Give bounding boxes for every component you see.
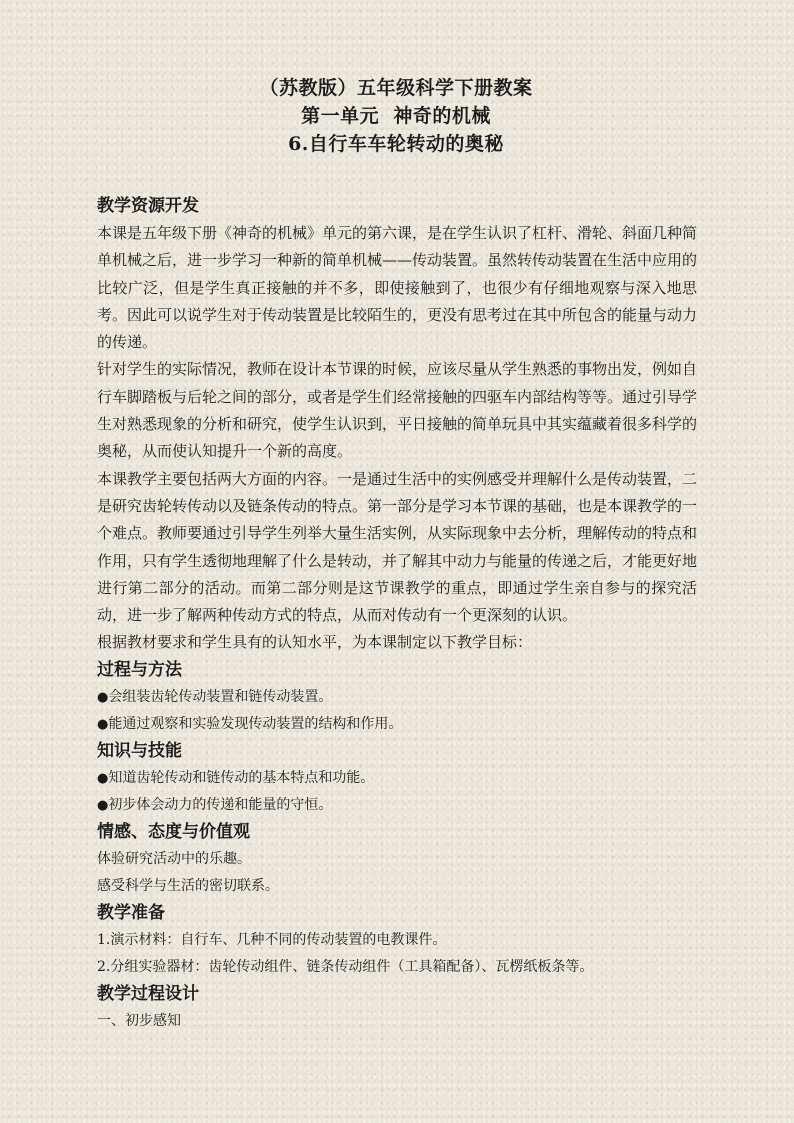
emotion-line: 体验研究活动中的乐趣。 [97, 850, 251, 867]
document-page [97, 74, 697, 1035]
prep-line: 1.演示材料：自行车、几种不同的传动装置的电教课件。 [97, 931, 447, 948]
bullet-icon: ● [97, 689, 109, 705]
emotion-line: 感受科学与生活的密切联系。 [97, 877, 279, 894]
bullet-icon: ● [97, 797, 109, 813]
resources-paragraph-1: 本课是五年级下册《神奇的机械》单元的第六课，是在学生认识了杠杆、滑轮、斜面几种简单机械之后，进一步学习一种新的简单机械——传动装置。虽然转传动装置在生活中应用的比较广泛，但是学生真正接触的并不多，即使接触到了，也很少有仔细地观察与深入地思考。因此可以说学生对于传动装置是比较陌生的，更没有思考过在其中所包含的能量与动力的传递。 [97, 224, 698, 352]
process-item [97, 684, 697, 711]
resources-paragraph-4: 根据教材要求和学生具有的认知水平，为本课制定以下教学目标： [97, 633, 533, 652]
resources-paragraph-3: 本课教学主要包括两大方面的内容。一是通过生活中的实例感受并理解什么是传动装置，二是研究齿轮转传动以及链条传动的特点。第一部分是学习本节课的基础，也是本课教学的一个难点。教师要通过引导学生列举大量生活实例，从实际现象中去分析，理解传动的特点和作用，只有学生透彻地理解了什么是转动，并了解其中动力与能量的传递之后，才能更好地进行第二部分的活动。而第二部分则是这节课教学的重点，即通过学生亲自参与的探究活动，进一步了解两种传动方式的特点，从而对传动有一个更深刻的认识。 [97, 469, 698, 625]
knowledge-heading: 知识与技能 [97, 740, 182, 761]
prep-heading: 教学准备 [97, 902, 165, 923]
process-item-text: 会组装齿轮传动装置和链传动装置。 [108, 688, 333, 705]
knowledge-item-text: 知道齿轮传动和链传动的基本特点和功能。 [108, 769, 375, 786]
process-item-text: 能通过观察和实验发现传动装置的结构和作用。 [108, 715, 403, 732]
title-line-1: （苏教版）五年级科学下册教案 [259, 77, 533, 99]
title-line-3: 6.自行车车轮转动的奥秘 [288, 133, 504, 155]
title-line-2: 第一单元 神奇的机械 [301, 105, 491, 127]
process-item [97, 711, 697, 738]
process-heading: 过程与方法 [97, 659, 182, 680]
prep-line: 2.分组实验器材：齿轮传动组件、链条传动组件（工具箱配备）、瓦楞纸板条等。 [97, 958, 594, 975]
knowledge-item-text: 初步体会动力的传递和能量的守恒。 [108, 796, 333, 813]
design-heading: 教学过程设计 [97, 983, 199, 1004]
resources-paragraph-2: 针对学生的实际情况，教师在设计本节课的时候，应该尽量从学生熟悉的事物出发，例如自行车脚踏板与后轮之间的部分，或者是学生们经常接触的四驱车内部结构等等。通过引导学生对熟悉现象的分析和研究，使学生认识到，平日接触的简单玩具中其实蕴藏着很多科学的奥秘，从而使认知提升一个新的高度。 [97, 360, 698, 461]
resources-heading: 教学资源开发 [97, 196, 199, 216]
bullet-icon: ● [97, 770, 109, 786]
bullet-icon: ● [97, 716, 109, 732]
knowledge-item [97, 765, 697, 792]
knowledge-item [97, 792, 697, 819]
design-step-1: 一、初步感知 [97, 1012, 181, 1029]
emotion-heading: 情感、态度与价值观 [97, 821, 250, 842]
document-body [97, 193, 697, 1035]
document-title [95, 74, 697, 158]
